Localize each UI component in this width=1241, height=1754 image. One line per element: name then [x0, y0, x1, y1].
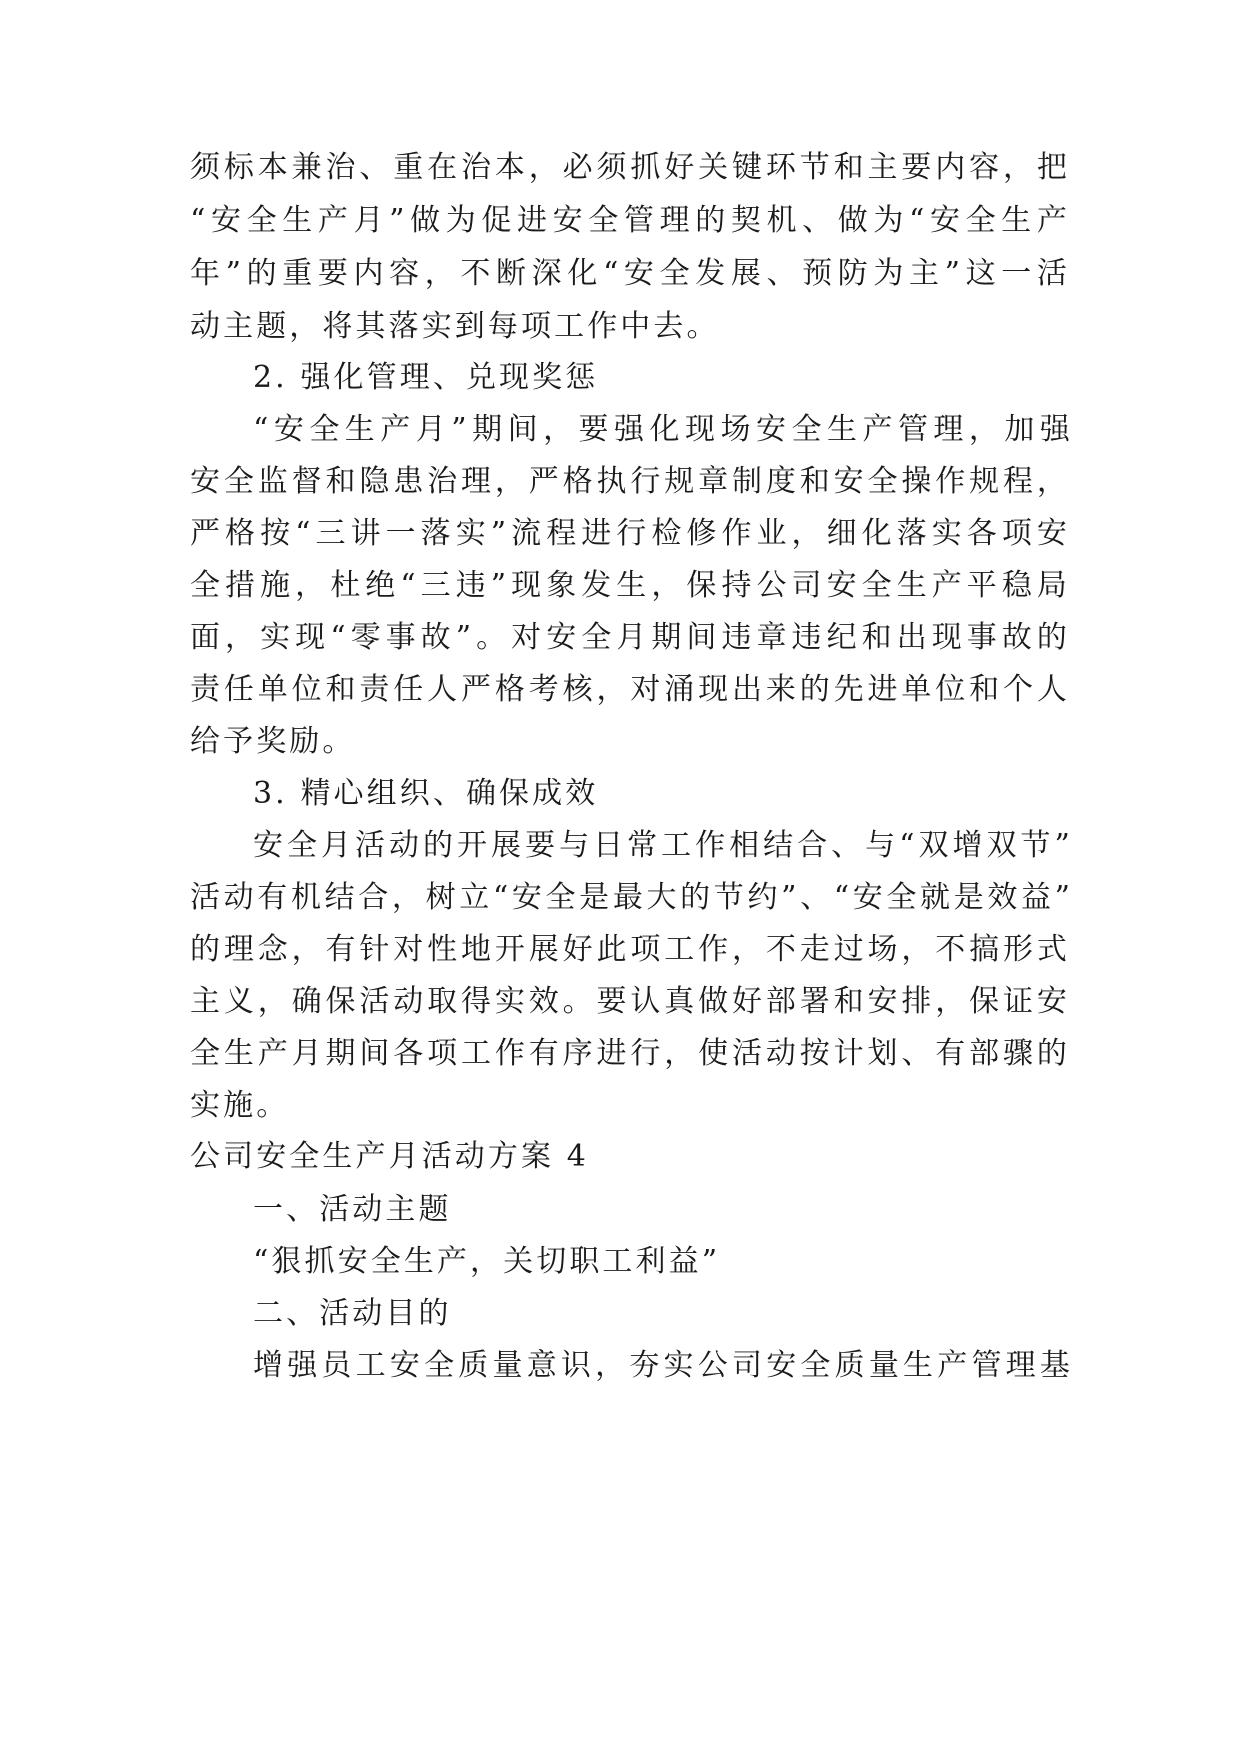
- paragraph-line: 年”的重要内容，不断深化“安全发展、预防为主”这一活: [190, 256, 1070, 291]
- document-heading: 公司安全生产月活动方案 4: [190, 1139, 589, 1174]
- paragraph-line: “狠抓安全生产，关切职工利益”: [253, 1244, 721, 1279]
- paragraph-line: 责任单位和责任人严格考核，对涌现出来的先进单位和个人: [190, 672, 1070, 707]
- section-heading: 一、活动主题: [253, 1192, 452, 1227]
- paragraph-line: 严格按“三讲一落实”流程进行检修作业，细化落实各项安: [190, 516, 1070, 551]
- section-heading: 3. 精心组织、确保成效: [253, 776, 599, 811]
- paragraph-line: 活动有机结合，树立“安全是最大的节约”、“安全就是效益”: [190, 880, 1070, 915]
- paragraph-line: 安全月活动的开展要与日常工作相结合、与“双增双节”: [253, 828, 1073, 863]
- section-heading: 二、活动目的: [253, 1296, 452, 1331]
- section-heading: 2. 强化管理、兑现奖惩: [253, 360, 599, 395]
- paragraph-line: 实施。: [190, 1088, 290, 1123]
- paragraph-line: 主义，确保活动取得实效。要认真做好部署和安排，保证安: [190, 984, 1070, 1019]
- paragraph-line: 的理念，有针对性地开展好此项工作，不走过场，不搞形式: [190, 932, 1070, 967]
- paragraph-line: 动主题，将其落实到每项工作中去。: [190, 309, 720, 344]
- paragraph-line: 给予奖励。: [190, 724, 356, 759]
- paragraph-line: 安全监督和隐患治理，严格执行规章制度和安全操作规程，: [190, 464, 1070, 499]
- paragraph-line: “安全生产月”做为促进安全管理的契机、做为“安全生产: [190, 203, 1070, 238]
- paragraph-line: 面，实现“零事故”。对安全月期间违章违纪和出现事故的: [190, 620, 1070, 655]
- paragraph-line: 须标本兼治、重在治本，必须抓好关键环节和主要内容，把: [190, 150, 1070, 185]
- paragraph-line: 全措施，杜绝“三违”现象发生，保持公司安全生产平稳局: [190, 568, 1070, 603]
- paragraph-line: 增强员工安全质量意识，夯实公司安全质量生产管理基: [253, 1348, 1073, 1383]
- paragraph-line: 全生产月期间各项工作有序进行，使活动按计划、有部骤的: [190, 1036, 1070, 1071]
- paragraph-line: “安全生产月”期间，要强化现场安全生产管理，加强: [253, 412, 1073, 447]
